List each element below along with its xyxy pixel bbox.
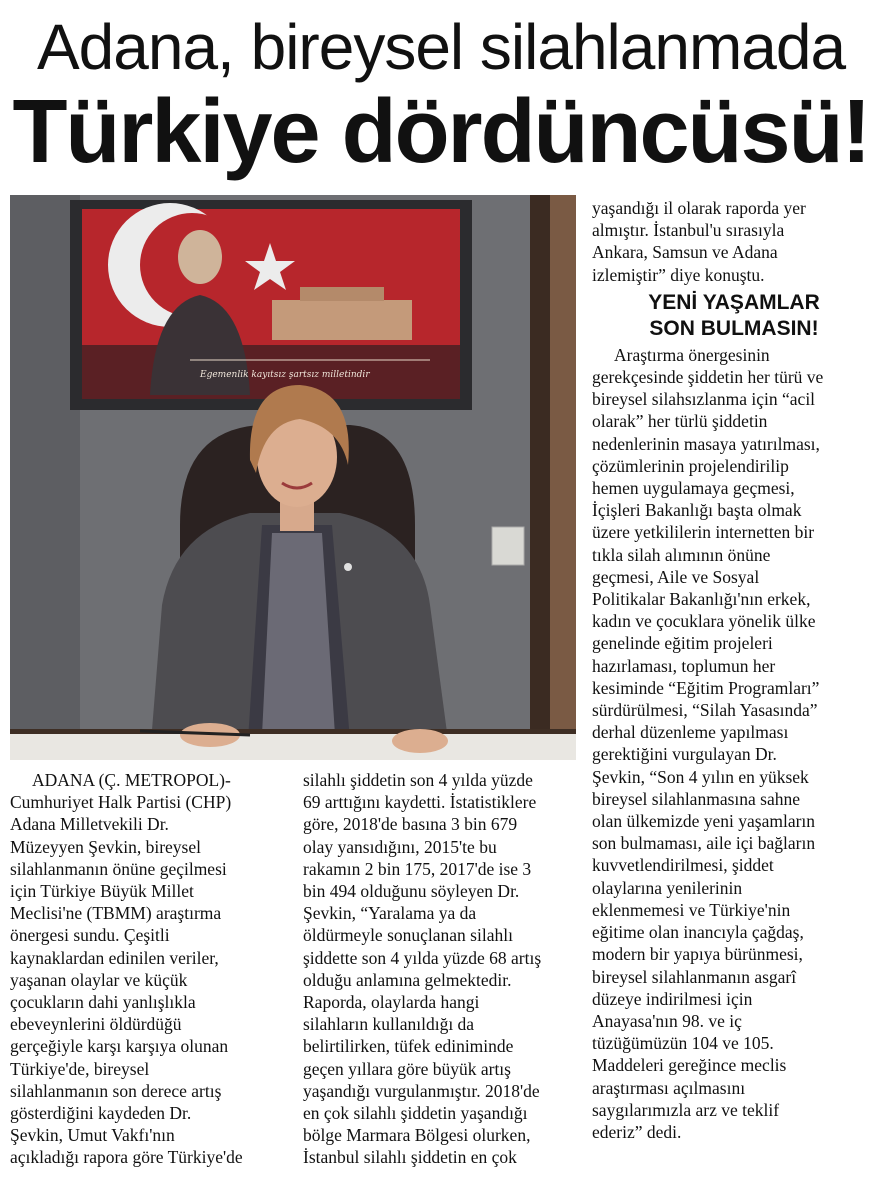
article-text-line: sürdürülmesi, “Silah Yasasında” xyxy=(592,700,818,721)
article-text-line: hemen uygulamaya geçmesi, xyxy=(592,478,795,499)
article-text-line: silahların kullanıldığı da xyxy=(303,1014,475,1035)
article-text-line: Şevkin, “Yaralama ya da xyxy=(303,903,477,924)
article-text-line: öldürmeyle sonuçlanan silahlı xyxy=(303,925,513,946)
article-text-line: gösterdiğini kaydeden Dr. xyxy=(10,1103,192,1124)
article-text-line: son bulmaması, aile içi bağların xyxy=(592,833,816,854)
headline-line1: Adana, bireysel silahlanmada xyxy=(36,11,846,83)
article-column-3 xyxy=(592,197,876,1143)
article-text-line: Şevkin, Umut Vakfı'nın xyxy=(10,1125,175,1146)
article-text-line: gerekçesinde şiddetin her türü ve xyxy=(592,367,824,388)
article-text-line: silahlı şiddetin son 4 yılda yüzde xyxy=(303,770,533,790)
article-text-line: Maddeleri gereğince meclis xyxy=(592,1055,787,1076)
article-text-line: bireysel silahlanmasına sahne xyxy=(592,788,800,809)
article-text-line: açıkladığı rapora göre Türkiye'de xyxy=(10,1147,243,1168)
article-text-line: tüzüğümüzün 104 ve 105. xyxy=(592,1033,774,1054)
article-text-line: bireysel silahlanmanın asgarî xyxy=(592,966,797,987)
article-text-line: şiddette son 4 yılda yüzde 68 artış xyxy=(303,947,542,968)
subheading xyxy=(592,290,876,342)
article-text-line: 69 arttığını kaydetti. İstatistiklere xyxy=(303,792,537,813)
article-text-line: göre, 2018'de basına 3 bin 679 xyxy=(303,814,518,835)
article-text-line: İçişleri Bakanlığı başta olmak xyxy=(592,500,802,521)
article-text-line: bölge Marmara Bölgesi olurken, xyxy=(303,1125,531,1146)
article-text-line: Ankara, Samsun ve Adana xyxy=(592,242,778,263)
subheading-line: YENİ YAŞAMLAR xyxy=(648,290,820,314)
painting-inscription: Egemenlik kayıtsız şartsız milletindir xyxy=(200,370,370,380)
article-text-line: çocukların dahi yanlışlıkla xyxy=(10,992,196,1013)
article-text-line: kuvvetlendirilmesi, şiddet xyxy=(592,855,774,876)
article-text-line: olarak” her türlü şiddetin xyxy=(592,411,768,432)
article-text-line: yaşandığı il olarak raporda yer xyxy=(592,198,806,218)
article-text-line: ederiz” dedi. xyxy=(592,1121,682,1142)
article-text-line: nedenlerinin masaya yatırılması, xyxy=(592,433,820,454)
article-text-line: üzere yetkililerin internetten bir xyxy=(592,522,815,543)
article-text-line: silahlanmanın son derece artış xyxy=(10,1080,222,1101)
article-text-line: Politikalar Bakanlığı'nın erkek, xyxy=(592,589,811,610)
article-text-line: bireysel silahsızlanma için “acil xyxy=(592,389,816,410)
article-text-line: önergesi sundu. Çeşitli xyxy=(10,925,170,946)
article-text-line: belirtilirken, tüfek ediniminde xyxy=(303,1036,514,1057)
article-text-line: izlemiştir” diye konuştu. xyxy=(592,264,765,285)
article-text-line: saygılarımızla arz ve teklif xyxy=(592,1099,780,1120)
article-text-line: kesiminde “Eğitim Programları” xyxy=(592,677,820,698)
article-text-line: rakamın 2 bin 175, 2017'de ise 3 xyxy=(303,858,532,879)
article-text-line: gerçeğiyle karşı karşıya olunan xyxy=(10,1036,229,1057)
article-text-line: yaşandığı vurgulanmıştır. 2018'de xyxy=(303,1080,540,1101)
article-text-line: gerektiğini vurgulayan Dr. xyxy=(592,744,777,765)
article-text-line: Raporda, olaylarda hangi xyxy=(303,992,480,1013)
article-text-line: Araştırma önergesinin xyxy=(614,344,770,365)
article-column-2 xyxy=(303,769,581,1169)
article-text-line: Müzeyyen Şevkin, bireysel xyxy=(10,836,201,857)
article-text-line: İstanbul silahlı şiddetin en çok xyxy=(303,1147,517,1168)
article-text-line: eğitime olan inancıyla çağdaş, xyxy=(592,922,804,943)
article-text-line: hazırlaması, toplumun her xyxy=(592,655,776,676)
article-text-line: derhal düzenleme yapılması xyxy=(592,722,789,743)
article-text-line: olduğu anlamına gelmektedir. xyxy=(303,969,512,990)
article-text-line: ebeveynlerini öldürdüğü xyxy=(10,1014,182,1035)
article-text-line: çözümlerinin projelendirilip xyxy=(592,455,789,476)
article-photo xyxy=(10,195,576,760)
article-text-line: genelinde eğitim projeleri xyxy=(592,633,773,654)
article-text-line: en çok silahlı şiddetin yaşandığı xyxy=(303,1103,528,1124)
article-text-line: kaynaklardan edinilen veriler, xyxy=(10,947,219,968)
article-text-line: Cumhuriyet Halk Partisi (CHP) xyxy=(10,792,232,813)
article-text-line: silahlanmanın önüne geçilmesi xyxy=(10,858,227,879)
article-text-line: ADANA (Ç. METROPOL)- xyxy=(32,770,231,790)
headline-line2: Türkiye dördüncüsü! xyxy=(12,82,870,182)
article-text-line: olaylarına yenilerinin xyxy=(592,877,743,898)
article-text-line: olay yansıdığını, 2015'te bu xyxy=(303,836,497,857)
article-text-line: için Türkiye Büyük Millet xyxy=(10,881,194,902)
article-text-line: almıştır. İstanbul'u sırasıyla xyxy=(592,220,785,241)
article-text-line: Adana Milletvekili Dr. xyxy=(10,814,169,835)
article-text-line: araştırması açılmasını xyxy=(592,1077,746,1098)
article-text-line: bin 494 olduğunu söyleyen Dr. xyxy=(303,881,520,902)
article-text-line: geçmesi, Aile ve Sosyal xyxy=(592,566,760,587)
article-text-line: yaşanan olaylar ve küçük xyxy=(10,969,188,990)
article-text-line: Meclisi'ne (TBMM) araştırma xyxy=(10,903,222,924)
subheading-line: SON BULMASIN! xyxy=(649,316,819,340)
article-text-line: olan ülkemizde yeni yaşamların xyxy=(592,811,816,832)
article-column-1 xyxy=(10,769,292,1169)
article-text-line: düzeye indirilmesi için xyxy=(592,988,753,1009)
article-text-line: kadın ve çocuklara yönelik ülke xyxy=(592,611,816,632)
article-text-line: geçen yıllara göre büyük artış xyxy=(303,1058,511,1079)
article-text-line: tıkla silah alımının önüne xyxy=(592,544,771,565)
article-text-line: eklenmemesi ve Türkiye'nin xyxy=(592,899,791,920)
article-text-line: modern bir yapıya bürünmesi, xyxy=(592,944,803,965)
article-text-line: Türkiye'de, bireysel xyxy=(10,1058,150,1079)
article-text-line: Şevkin, “Son 4 yılın en yüksek xyxy=(592,766,809,787)
article-text-line: Anayasa'nın 98. ve iç xyxy=(592,1010,742,1031)
